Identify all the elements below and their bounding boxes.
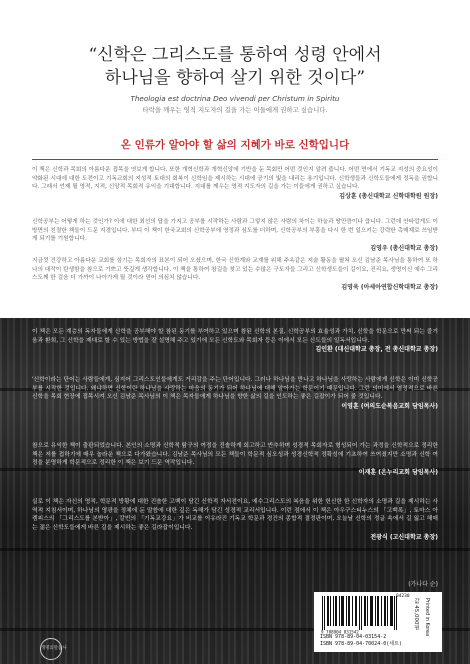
review-body: 신학공부는 어떻게 하는 것인가? 이에 대한 최선의 답을 가지고 공부를 시작하는 사람과 그렇지 않은 사람의 차이는 하늘과 땅만큼이나 큽니다. 그런데 안타깝게도 이 방면의 친절한 책들이 드문 지경입니다. 부디 이 책이 한국교회의 신학공부에 영정과 심도를 더하며, 신학공부의 부흥을 다시 한 번 일으키는 강력한 촉매제로 쓰임받게 되기를 기원합니다. [32, 219, 438, 243]
barcode-addon: 04230 [396, 594, 410, 599]
review-signer: 전광식 (고신대학교 총장) [370, 533, 438, 541]
review-7 [32, 498, 438, 542]
review-signer: 이영훈 (여의도순복음교회 담임목사) [341, 403, 438, 411]
review-1 [32, 166, 438, 201]
review-signer: 이재훈 (온누리교회 담임목사) [358, 469, 438, 477]
headline: 온 인류가 알아야 할 삶의 지혜가 바로 신학입니다 [120, 139, 350, 151]
review-body: 참으로 유익한 책이 출판되었습니다. 본인의 소명과 신학적 탐구의 여정을 진솔하게 회고하고 반추하며 성경적 목회자로 형성되어 가는 과정을 신학적으로 정리한 책은 저를 접하기에 매우 놀라운 책으로 다가왔습니다. 김남준 목사님의 모든 책들이 학문적 심오성과 성경신학적 정확성에 기초하여 쓰여졌지만 소명과 신학 여정을 분명하게 학문적으로 정리한 이 책은 보기 드문 역작입니다. [32, 443, 438, 467]
bookshelf-line [0, 548, 470, 551]
review-signer: 김영욱 (아세아연합신학대학교 총장) [341, 283, 438, 291]
publisher-logo: 생명의말씀사 [40, 638, 62, 660]
top-section [0, 0, 470, 318]
review-2 [32, 218, 438, 253]
review-4 [32, 328, 438, 354]
price-label: 값 45,000원 [413, 598, 419, 630]
barcode-image [320, 596, 406, 634]
review-body: 이 책은 모든 계층의 독자들에게 신학을 공부해야 할 참된 동기를 부여하고 있으며 참된 신학의 본질, 신학공부의 효율성과 가치, 신학을 학문으로 만써 되는 즐거움과 환희, 그 신학을 제대로 할 수 있는 방법을 잘 설명해 주고 있기에 모든 신학도와 목회자 등은 이에서 모든 신도들의 일독서입니다. [32, 329, 438, 344]
isbn-line-2: ISBN 978-89-04-70024-0(세트) [320, 641, 402, 647]
printed-in-label: Printed in Korea [424, 598, 429, 637]
quote-line-2: 하나님을 향하여 살기 위한 것이다” [104, 68, 366, 88]
lead-text: 타락을 깨우는 영적 지도자의 길을 가는 이들에게 권하고 싶습니다. [142, 106, 328, 114]
review-signer: 김상훈 (총신대학교 신학대학원 원장) [339, 192, 438, 200]
headline-rule [32, 159, 438, 160]
review-body: 지금껏 건강하고 아름다운 교회를 섬기는 목회자의 표본이 되어 오셨으며, 한국 신학계와 교계를 위해 주옥같은 저술 활동을 펼쳐 오신 김남준 목사님을 통하여 또 하나의 대작이 탄생함을 참으로 기쁘고 뜻깊게 생각합니다. 이 책을 통하여 참길을 찾고 있는 수많은 구도자들 그리고 신학생도들이 길이요, 진리요, 생명이신 예수 그리스도께 한 걸음 더 가까이 나아가게 될 것이라 믿어 의심치 않습니다. [32, 258, 438, 282]
review-body: 실로 이 책은 자신의 영적, 학문적 방황에 대한 진솔한 고백이 담긴 신학적 자서전이요, 예수그리스도의 복음을 위한 헌신한 한 신학자의 소명과 길을 제시하는 사역적 지침서이며, 하나님의 영광을 정체에 둔 말씀에 대한 깊은 독해가 담긴 성경적 교리서입니다. 이런 점에서 이 책은 아우구스티누스의 「고백록」, 토마스 아 켐피스의 「그리스도를 본받아」, 칼빈의 「기독교강요」가 비교를 이유라진 기독교 학문과 경건의 종합적 결정판이며, 오늘날 신학의 정글 속에서 길 잃고 헤매는 젊은 신학도들에게 바른 길을 제시하는 좋은 길라잡이입니다. [32, 499, 438, 532]
quote-line-1: “신학은 그리스도를 통하여 성령 안에서 [88, 45, 382, 65]
barcode-number: 9 788904 031542 [321, 629, 359, 635]
latin-quote: Theologia est doctrina Deo vivendi per Christum in Spiritu [130, 94, 340, 103]
barcode-box [314, 592, 442, 652]
review-body: 이 책은 신학과 목회의 아름다운 접목을 엿보게 합니다. 또한 개혁신학과 개혁신앙에 기반을 둔 목회만 어떤 것인지 알려 줍니다. 어떤 면에서 기독교 지성의 중요성이 약화된 시대에 대한 도전이고 기독교회의 지성적 토대의 회복이 신학임을 제시하는 시대에 공기의 빛을 내리는 용기입니다. 신학생들과 신학도들에게 정독을 권합니다. 그래서 언제 될 영적, 지적, 신앙적 목회적 유익을 기대합니다. 지대를 깨우는 영적 지도자의 길을 가는 이들에게 권하고 싶습니다. [32, 167, 438, 191]
review-signer: 김인환 (대신대학교 총장, 전 총신대학교 총장) [315, 346, 438, 354]
order-note: (가나다 순) [408, 581, 438, 588]
bottom-section [0, 318, 470, 664]
review-5 [32, 376, 438, 411]
review-3 [32, 257, 438, 292]
review-6 [32, 442, 438, 477]
review-signer: 김영우 (총신대학교 총장) [370, 244, 438, 252]
review-body: '신학이라는 단어는 사람들에게, 심지어 그리스도인들에게도 거리감을 주는 단어입니다. 그러나 하나님을 만나고 하나님을 사랑하는 사람에게 신학은 이미 신학공부를 시작한 것입니다. 왜냐하면 신학이란 하나님을 사랑하는 마음의 동기가 되어 하나님에 대해 알아가는 학문이기 때문입니다. 그런 의미에서 열정적으로 바른 신학을 목회 현장에 접목시켜 오신 김남준 목사님의 이 책은 목자들에게 하나님을 향한 삶의 길을 인도하는 좋은 길잡이가 되어 줄 것입니다. [32, 377, 438, 401]
isbn-line-1: ISBN 978-89-04-03154-2 [320, 634, 387, 640]
